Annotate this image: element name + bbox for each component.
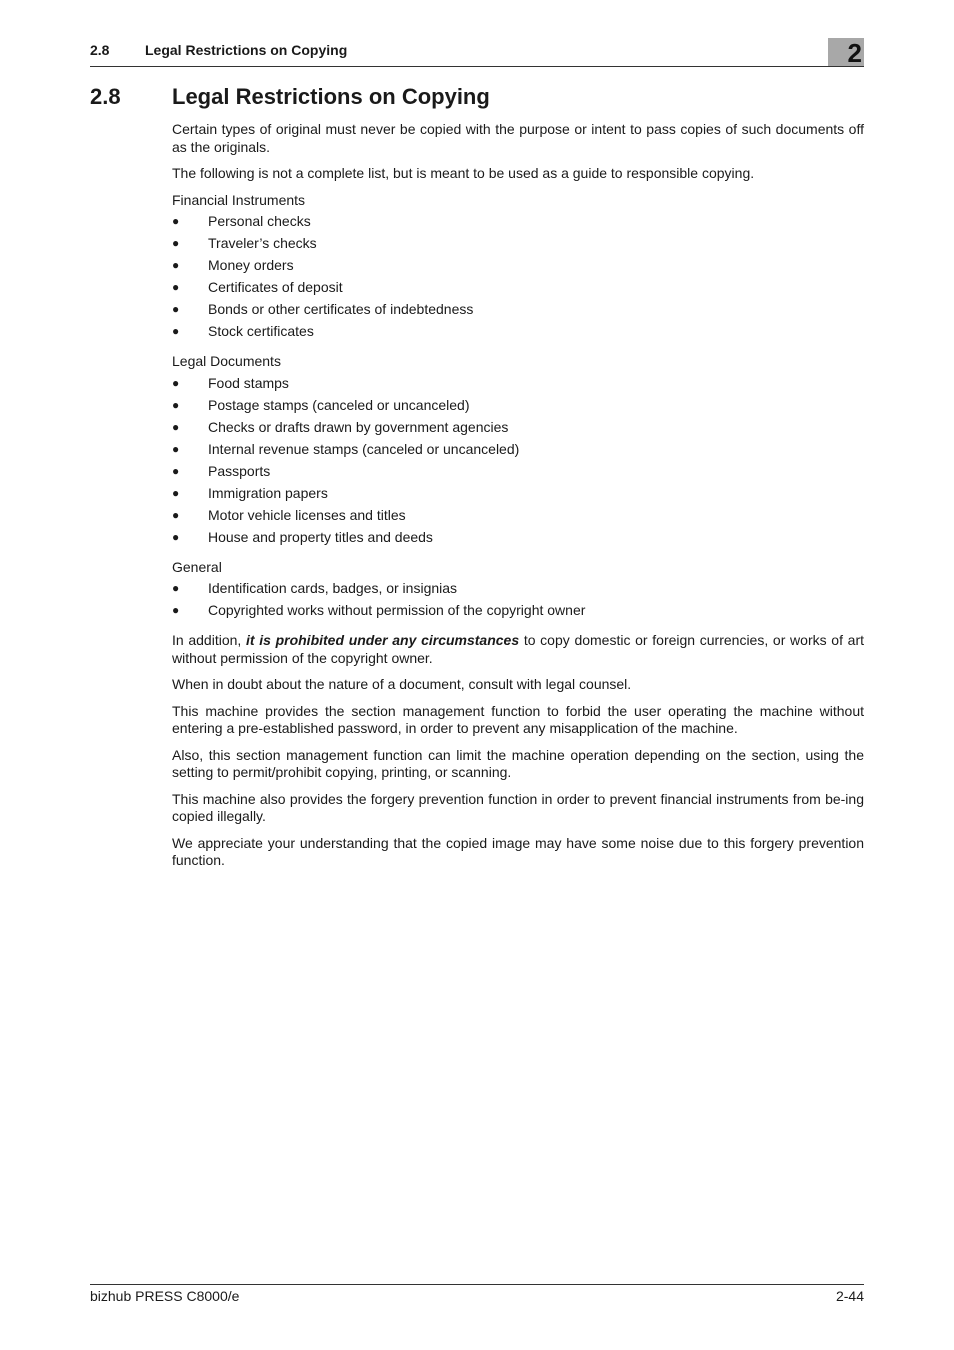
list-item-text: House and property titles and deeds [208,528,433,545]
bullet-icon: ● [172,280,180,294]
bullet-icon: ● [172,507,180,522]
list-item-text: Motor vehicle licenses and titles [208,506,406,523]
list-item-text: Bonds or other certificates of indebtedness [208,301,474,317]
bullet-list [172,375,864,551]
bullet-list [172,580,864,624]
intro-paragraph: The following is not a complete list, but is meant to be used as a guide to responsible copying. [172,165,755,181]
list-item-text: Food stamps [208,374,289,391]
list-item [172,529,864,551]
list-item-text: Certificates of deposit [208,279,343,295]
bullet-icon: ● [172,214,180,228]
list-item-text: Checks or drafts drawn by government agencies [208,418,509,435]
page-footer [90,1284,864,1304]
bullet-list [172,213,864,345]
list-item [172,257,864,279]
bullet-icon: ● [172,529,180,544]
list-item [172,301,864,323]
body-paragraph: This machine also provides the forgery prevention function in order to prevent financial instruments from be-ing copied illegally. [172,790,864,824]
addition-before: In addition, [172,632,246,648]
list-item-text: Identification cards, badges, or insignias [208,580,458,596]
list-item [172,507,864,529]
intro-paragraph: Certain types of original must never be copied with the purpose or intent to pass copies of such documents off as the originals. [172,121,864,155]
list-item [172,279,864,301]
footer-page-number: 2-44 [835,1288,864,1304]
addition-after: to copy domestic or foreign currencies, or works of art without permission of the copyright owner. [172,632,864,666]
bullet-icon: ● [172,236,180,250]
list-item [172,213,864,235]
body-paragraph: Also, this section management function can limit the machine operation depending on the section, using the setting to permit/prohibit copying, printing, or scanning. [172,746,864,780]
bullet-icon: ● [172,302,180,316]
list-item-text: Internal revenue stamps (canceled or uncanceled) [208,440,520,457]
list-item [172,323,864,345]
section-heading-title: Legal Restrictions on Copying [172,84,490,109]
list-item-text: Copyrighted works without permission of the copyright owner [208,602,586,618]
group-label: Legal Documents [172,353,281,369]
body-paragraph: This machine provides the section management function to forbid the user operating the machine without entering a pre-established password, in order to prevent any misapplication of the machine. [172,702,864,736]
list-item [172,235,864,257]
bullet-icon: ● [172,485,180,500]
section-heading-number: 2.8 [90,84,121,109]
group-label: Financial Instruments [172,191,306,208]
list-item [172,485,864,507]
header-section-title: Legal Restrictions on Copying [145,42,348,58]
bullet-icon: ● [172,324,180,338]
bullet-icon: ● [172,419,180,434]
list-item-text: Passports [208,462,271,479]
list-item [172,397,864,419]
bullet-icon: ● [172,397,180,412]
list-item-text: Traveler’s checks [208,235,317,251]
bullet-icon: ● [172,375,180,390]
list-item-text: Postage stamps (canceled or uncanceled) [208,396,470,413]
list-item [172,602,864,624]
chapter-tab: 2 [828,38,864,66]
header-section-number: 2.8 [90,42,110,58]
list-item-text: Immigration papers [208,484,328,501]
list-item-text: Stock certificates [208,323,314,339]
body-paragraph: We appreciate your understanding that the copied image may have some noise due to this forgery prevention function. [172,834,864,868]
list-item [172,463,864,485]
list-item-text: Personal checks [208,213,311,229]
body-paragraph: When in doubt about the nature of a document, consult with legal counsel. [172,676,632,692]
bullet-icon: ● [172,441,180,456]
list-item [172,580,864,602]
bullet-icon: ● [172,603,180,617]
bullet-icon: ● [172,463,180,478]
section-heading [90,84,490,110]
addition-emphasis: it is prohibited under any circumstances [245,632,520,648]
group-label: General [172,558,222,575]
section-body [172,121,864,879]
list-item [172,375,864,397]
list-item [172,419,864,441]
running-header [90,38,864,67]
bullet-icon: ● [172,581,180,595]
list-item-text: Money orders [208,257,294,273]
footer-product: bizhub PRESS C8000/e [90,1288,240,1304]
addition-paragraph [172,632,864,667]
bullet-icon: ● [172,258,180,272]
list-item [172,441,864,463]
restricted-item-groups [172,192,864,625]
